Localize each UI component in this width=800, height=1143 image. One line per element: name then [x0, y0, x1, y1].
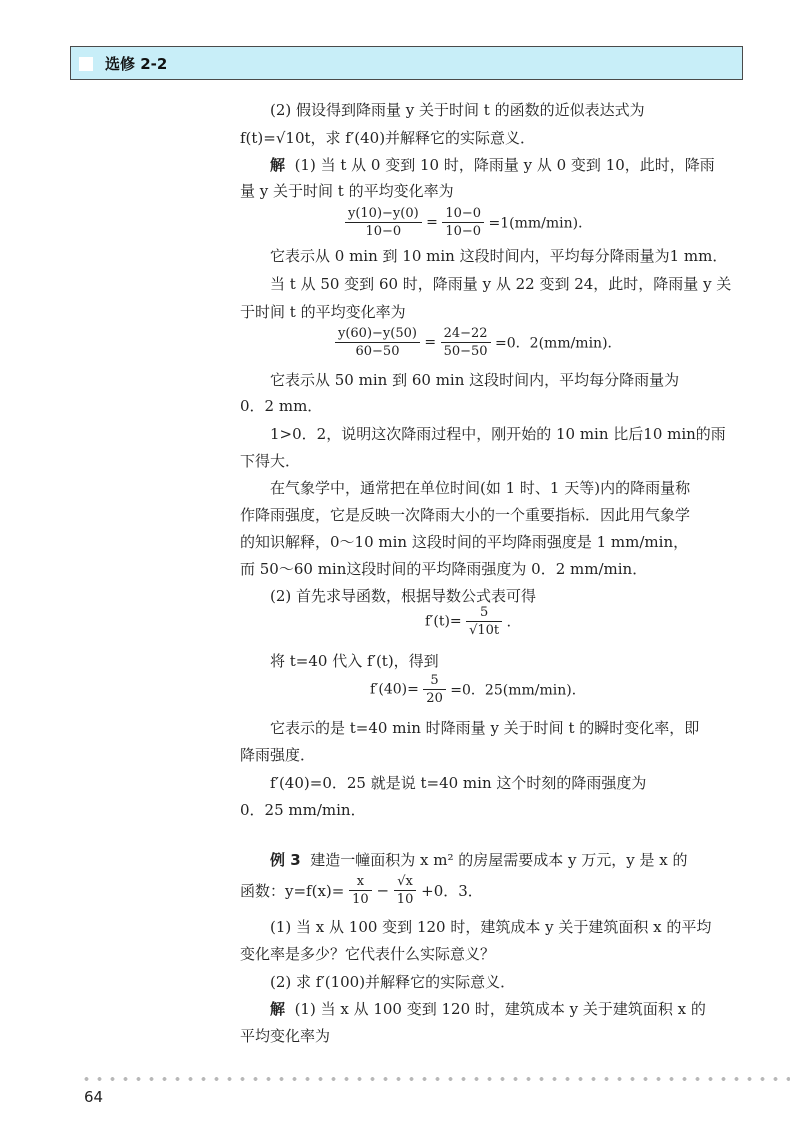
text-line: 而 50～60 min这段时间的平均降雨强度为 0．2 mm/min． [240, 560, 648, 578]
text-line: 变化率是多少？它代表什么实际意义？ [240, 945, 496, 963]
fraction: $\frac{5}{√10t}$ [466, 604, 502, 639]
equation-4: f′(40)= $\frac{5}{20}$ =0．25(mm/min)． [370, 673, 586, 706]
text-span: (1) 当 x 从 100 变到 120 时，建筑成本 y 关于建筑面积 x 的 [294, 1000, 706, 1018]
text-line: 降雨强度． [240, 746, 316, 764]
text-line [270, 850, 687, 870]
text-span: (1) 当 t 从 0 变到 10 时，降雨量 y 从 0 变到 10，此时，降雨 [294, 156, 715, 174]
text-line: 它表示的是 t=40 min 时降雨量 y 关于时间 t 的瞬时变化率，即 [270, 719, 700, 737]
text-line [270, 999, 706, 1019]
text-line: 0．2 mm． [240, 397, 323, 415]
text-line: 它表示从 50 min 到 60 min 这段时间内，平均每分降雨量为 [270, 371, 680, 389]
text-line [270, 155, 715, 175]
solution-label: 解 [270, 156, 286, 174]
example-label: 例 3 [270, 851, 301, 869]
fraction: $\frac{24-22}{50-50}$ [441, 325, 491, 360]
text-line: 0．25 mm/min． [240, 801, 366, 819]
section-title: 选修 2-2 [105, 55, 168, 73]
text-line: 1>0．2，说明这次降雨过程中，刚开始的 10 min 比后10 min的雨 [270, 425, 726, 443]
text-line: 它表示从 0 min 到 10 min 这段时间内，平均每分降雨量为1 mm． [270, 247, 728, 265]
solution-label: 解 [270, 1000, 286, 1018]
text-line: 将 t=40 代入 f′(t)，得到 [270, 652, 439, 670]
fraction: $\frac{10-0}{10-0}$ [442, 205, 484, 240]
text-line: f(t)=√10t，求 f′(40)并解释它的实际意义． [240, 129, 536, 147]
text-line: 下得大． [240, 452, 301, 470]
text-line: (1) 当 x 从 100 变到 120 时，建筑成本 y 关于建筑面积 x 的平均 [270, 918, 712, 936]
text-line: (2) 假设得到降雨量 y 关于时间 t 的函数的近似表达式为 [270, 101, 645, 119]
text-span: 函数：y=f(x)= [240, 882, 345, 900]
fraction: $\frac{√x}{10}$ [394, 873, 417, 908]
fraction: $\frac{x}{10}$ [349, 873, 372, 908]
text-line: 作降雨强度，它是反映一次降雨大小的一个重要指标．因此用气象学 [240, 506, 691, 524]
text-line: 量 y 关于时间 t 的平均变化率为 [240, 182, 454, 200]
equation-2: $\frac{y(60)-y(50)}{60-50}$ = $\frac{24-22}{50-50}$ =0．2(mm/min)． [335, 325, 622, 360]
text-span: 建造一幢面积为 x m² 的房屋需要成本 y 万元，y 是 x 的 [310, 851, 688, 869]
text-line: 平均变化率为 [240, 1027, 331, 1045]
equation-5: 函数：y=f(x)= $\frac{x}{10}$ − $\frac{√x}{10}$ +0．3． [240, 874, 483, 907]
fraction: $\frac{5}{20}$ [423, 672, 446, 707]
equation-3: f′(t)= $\frac{5}{√10t}$ ． [425, 605, 521, 638]
text-line: (2) 首先求导函数，根据导数公式表可得 [270, 587, 537, 605]
fraction: $\frac{y(10)-y(0)}{10-0}$ [345, 205, 422, 240]
text-line: 于时间 t 的平均变化率为 [240, 303, 406, 321]
fraction: $\frac{y(60)-y(50)}{60-50}$ [335, 325, 420, 360]
text-line: f′(40)=0．25 就是说 t=40 min 这个时刻的降雨强度为 [270, 774, 647, 792]
page-number: 64 [84, 1088, 104, 1106]
text-line: 当 t 从 50 变到 60 时，降雨量 y 从 22 变到 24，此时，降雨量 y 关 [270, 275, 732, 293]
text-line: (2) 求 f′(100)并解释它的实际意义． [270, 973, 516, 991]
text-line: 在气象学中，通常把在单位时间(如 1 时、1 天等)内的降雨量称 [270, 479, 691, 497]
text-line: 的知识解释，0～10 min 这段时间的平均降雨强度是 1 mm/min， [240, 533, 689, 551]
equation-1: $\frac{y(10)-y(0)}{10-0}$ = $\frac{10-0}{10-0}$ =1(mm/min)． [345, 205, 592, 240]
footer-dotted-divider [80, 1076, 790, 1082]
